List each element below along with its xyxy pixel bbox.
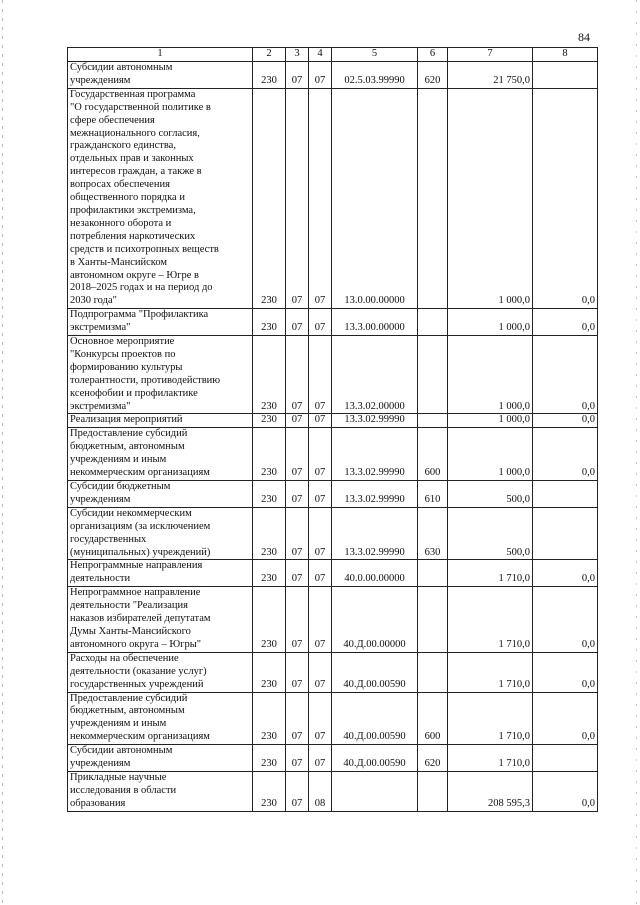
cell-name: Основное мероприятие "Конкурсы проектов по формированию культуры толерантности, противодействию ксенофобии и профилактике экстремизма" [68, 336, 253, 414]
cell-ministry: 230 [253, 507, 286, 560]
table-row [68, 745, 598, 772]
cell-expense-type [418, 652, 448, 692]
table-row [68, 88, 598, 308]
cell-amount-extra [533, 481, 598, 508]
cell-ministry: 230 [253, 336, 286, 414]
page-number: 84 [578, 30, 590, 44]
cell-expense-type: 620 [418, 745, 448, 772]
cell-section: 07 [286, 745, 309, 772]
cell-subsection: 07 [309, 88, 332, 308]
cell-expense-type [418, 309, 448, 336]
cell-subsection: 08 [309, 771, 332, 811]
cell-target-article: 13.3.02.99990 [332, 414, 418, 428]
table-row [68, 62, 598, 89]
cell-ministry: 230 [253, 481, 286, 508]
cell-amount-extra: 0,0 [533, 652, 598, 692]
cell-amount-extra: 0,0 [533, 560, 598, 587]
cell-section: 07 [286, 652, 309, 692]
column-header: 8 [533, 48, 598, 62]
cell-section: 07 [286, 771, 309, 811]
cell-name: Государственная программа "О государственной политике в сфере обеспечения межнационального согласия, гражданского единства, отдельных прав и законных интересов граждан, а также в вопросах обеспечения общественного порядка и профилактики экстремизма, незаконного оборота и потребления наркотических средств и психотропных веществ в Ханты-Мансийском автономном округе – Югре в 2018–2025 годах и на период до 2030 года" [68, 88, 253, 308]
cell-amount-extra: 0,0 [533, 771, 598, 811]
cell-target-article: 13.0.00.00000 [332, 88, 418, 308]
cell-section: 07 [286, 414, 309, 428]
cell-amount: 1 000,0 [448, 414, 533, 428]
cell-name: Прикладные научные исследования в области образования [68, 771, 253, 811]
table-row [68, 428, 598, 481]
cell-amount: 1 000,0 [448, 336, 533, 414]
cell-ministry: 230 [253, 587, 286, 653]
cell-section: 07 [286, 428, 309, 481]
cell-name: Субсидии автономным учреждениям [68, 62, 253, 89]
cell-amount-extra: 0,0 [533, 88, 598, 308]
cell-name: Подпрограмма "Профилактика экстремизма" [68, 309, 253, 336]
table-row [68, 336, 598, 414]
cell-amount-extra [533, 507, 598, 560]
column-header: 3 [286, 48, 309, 62]
cell-expense-type: 630 [418, 507, 448, 560]
table-row [68, 771, 598, 811]
cell-amount: 500,0 [448, 507, 533, 560]
cell-target-article: 13.3.02.99990 [332, 507, 418, 560]
cell-subsection: 07 [309, 587, 332, 653]
cell-expense-type: 620 [418, 62, 448, 89]
cell-section: 07 [286, 587, 309, 653]
cell-subsection: 07 [309, 652, 332, 692]
cell-name: Предоставление субсидий бюджетным, автономным учреждениям и иным некоммерческим организациям [68, 692, 253, 745]
cell-ministry: 230 [253, 309, 286, 336]
column-header: 1 [68, 48, 253, 62]
cell-name: Непрограммные направления деятельности [68, 560, 253, 587]
cell-section: 07 [286, 692, 309, 745]
cell-subsection: 07 [309, 336, 332, 414]
cell-target-article: 40.Д.00.00000 [332, 587, 418, 653]
cell-ministry: 230 [253, 652, 286, 692]
cell-amount-extra: 0,0 [533, 309, 598, 336]
cell-section: 07 [286, 309, 309, 336]
cell-section: 07 [286, 336, 309, 414]
cell-amount-extra: 0,0 [533, 336, 598, 414]
cell-amount-extra [533, 62, 598, 89]
cell-ministry: 230 [253, 692, 286, 745]
cell-amount: 1 710,0 [448, 692, 533, 745]
budget-table [67, 47, 598, 812]
cell-expense-type [418, 414, 448, 428]
cell-target-article [332, 771, 418, 811]
cell-expense-type: 610 [418, 481, 448, 508]
cell-target-article: 13.3.02.00000 [332, 336, 418, 414]
column-header: 4 [309, 48, 332, 62]
cell-name: Субсидии бюджетным учреждениям [68, 481, 253, 508]
cell-target-article: 13.3.00.00000 [332, 309, 418, 336]
cell-target-article: 02.5.03.99990 [332, 62, 418, 89]
cell-ministry: 230 [253, 414, 286, 428]
column-header: 6 [418, 48, 448, 62]
cell-subsection: 07 [309, 481, 332, 508]
cell-expense-type [418, 336, 448, 414]
table-header-row [68, 48, 598, 62]
cell-amount-extra [533, 745, 598, 772]
cell-subsection: 07 [309, 692, 332, 745]
table-row [68, 414, 598, 428]
cell-target-article: 13.3.02.99990 [332, 428, 418, 481]
cell-expense-type: 600 [418, 428, 448, 481]
cell-section: 07 [286, 507, 309, 560]
cell-amount: 1 710,0 [448, 587, 533, 653]
cell-amount-extra: 0,0 [533, 587, 598, 653]
cell-subsection: 07 [309, 62, 332, 89]
cell-section: 07 [286, 481, 309, 508]
cell-section: 07 [286, 88, 309, 308]
cell-name: Непрограммное направление деятельности "Реализация наказов избирателей депутатам Думы Ханты-Мансийского автономного округа – Югры" [68, 587, 253, 653]
cell-subsection: 07 [309, 428, 332, 481]
cell-expense-type [418, 560, 448, 587]
cell-ministry: 230 [253, 88, 286, 308]
cell-amount: 1 000,0 [448, 88, 533, 308]
cell-amount: 1 000,0 [448, 309, 533, 336]
table-row [68, 587, 598, 653]
cell-expense-type [418, 587, 448, 653]
cell-name: Субсидии автономным учреждениям [68, 745, 253, 772]
table-row [68, 481, 598, 508]
table-row [68, 560, 598, 587]
column-header: 7 [448, 48, 533, 62]
cell-target-article: 40.Д.00.00590 [332, 652, 418, 692]
cell-expense-type [418, 88, 448, 308]
cell-subsection: 07 [309, 414, 332, 428]
column-header: 2 [253, 48, 286, 62]
cell-amount-extra: 0,0 [533, 692, 598, 745]
cell-amount: 1 710,0 [448, 652, 533, 692]
cell-section: 07 [286, 560, 309, 587]
cell-subsection: 07 [309, 507, 332, 560]
cell-ministry: 230 [253, 560, 286, 587]
cell-name: Расходы на обеспечение деятельности (оказание услуг) государственных учреждений [68, 652, 253, 692]
cell-amount: 500,0 [448, 481, 533, 508]
scan-edge-right [636, 0, 637, 905]
cell-amount: 1 710,0 [448, 560, 533, 587]
cell-target-article: 40.Д.00.00590 [332, 692, 418, 745]
cell-amount-extra: 0,0 [533, 414, 598, 428]
table-row [68, 507, 598, 560]
cell-expense-type [418, 771, 448, 811]
cell-name: Реализация мероприятий [68, 414, 253, 428]
cell-subsection: 07 [309, 745, 332, 772]
table-row [68, 652, 598, 692]
cell-name: Субсидии некоммерческим организациям (за исключением государственных (муниципальных) учреждений) [68, 507, 253, 560]
table-body [68, 62, 598, 812]
cell-ministry: 230 [253, 62, 286, 89]
table-row [68, 309, 598, 336]
cell-amount: 208 595,3 [448, 771, 533, 811]
cell-amount-extra: 0,0 [533, 428, 598, 481]
cell-target-article: 13.3.02.99990 [332, 481, 418, 508]
cell-name: Предоставление субсидий бюджетным, автономным учреждениям и иным некоммерческим организациям [68, 428, 253, 481]
scan-edge-left [2, 0, 3, 905]
cell-target-article: 40.0.00.00000 [332, 560, 418, 587]
cell-subsection: 07 [309, 309, 332, 336]
table-row [68, 692, 598, 745]
cell-ministry: 230 [253, 745, 286, 772]
cell-ministry: 230 [253, 428, 286, 481]
cell-amount: 21 750,0 [448, 62, 533, 89]
cell-amount: 1 710,0 [448, 745, 533, 772]
cell-section: 07 [286, 62, 309, 89]
cell-expense-type: 600 [418, 692, 448, 745]
cell-subsection: 07 [309, 560, 332, 587]
cell-ministry: 230 [253, 771, 286, 811]
cell-amount: 1 000,0 [448, 428, 533, 481]
cell-target-article: 40.Д.00.00590 [332, 745, 418, 772]
column-header: 5 [332, 48, 418, 62]
